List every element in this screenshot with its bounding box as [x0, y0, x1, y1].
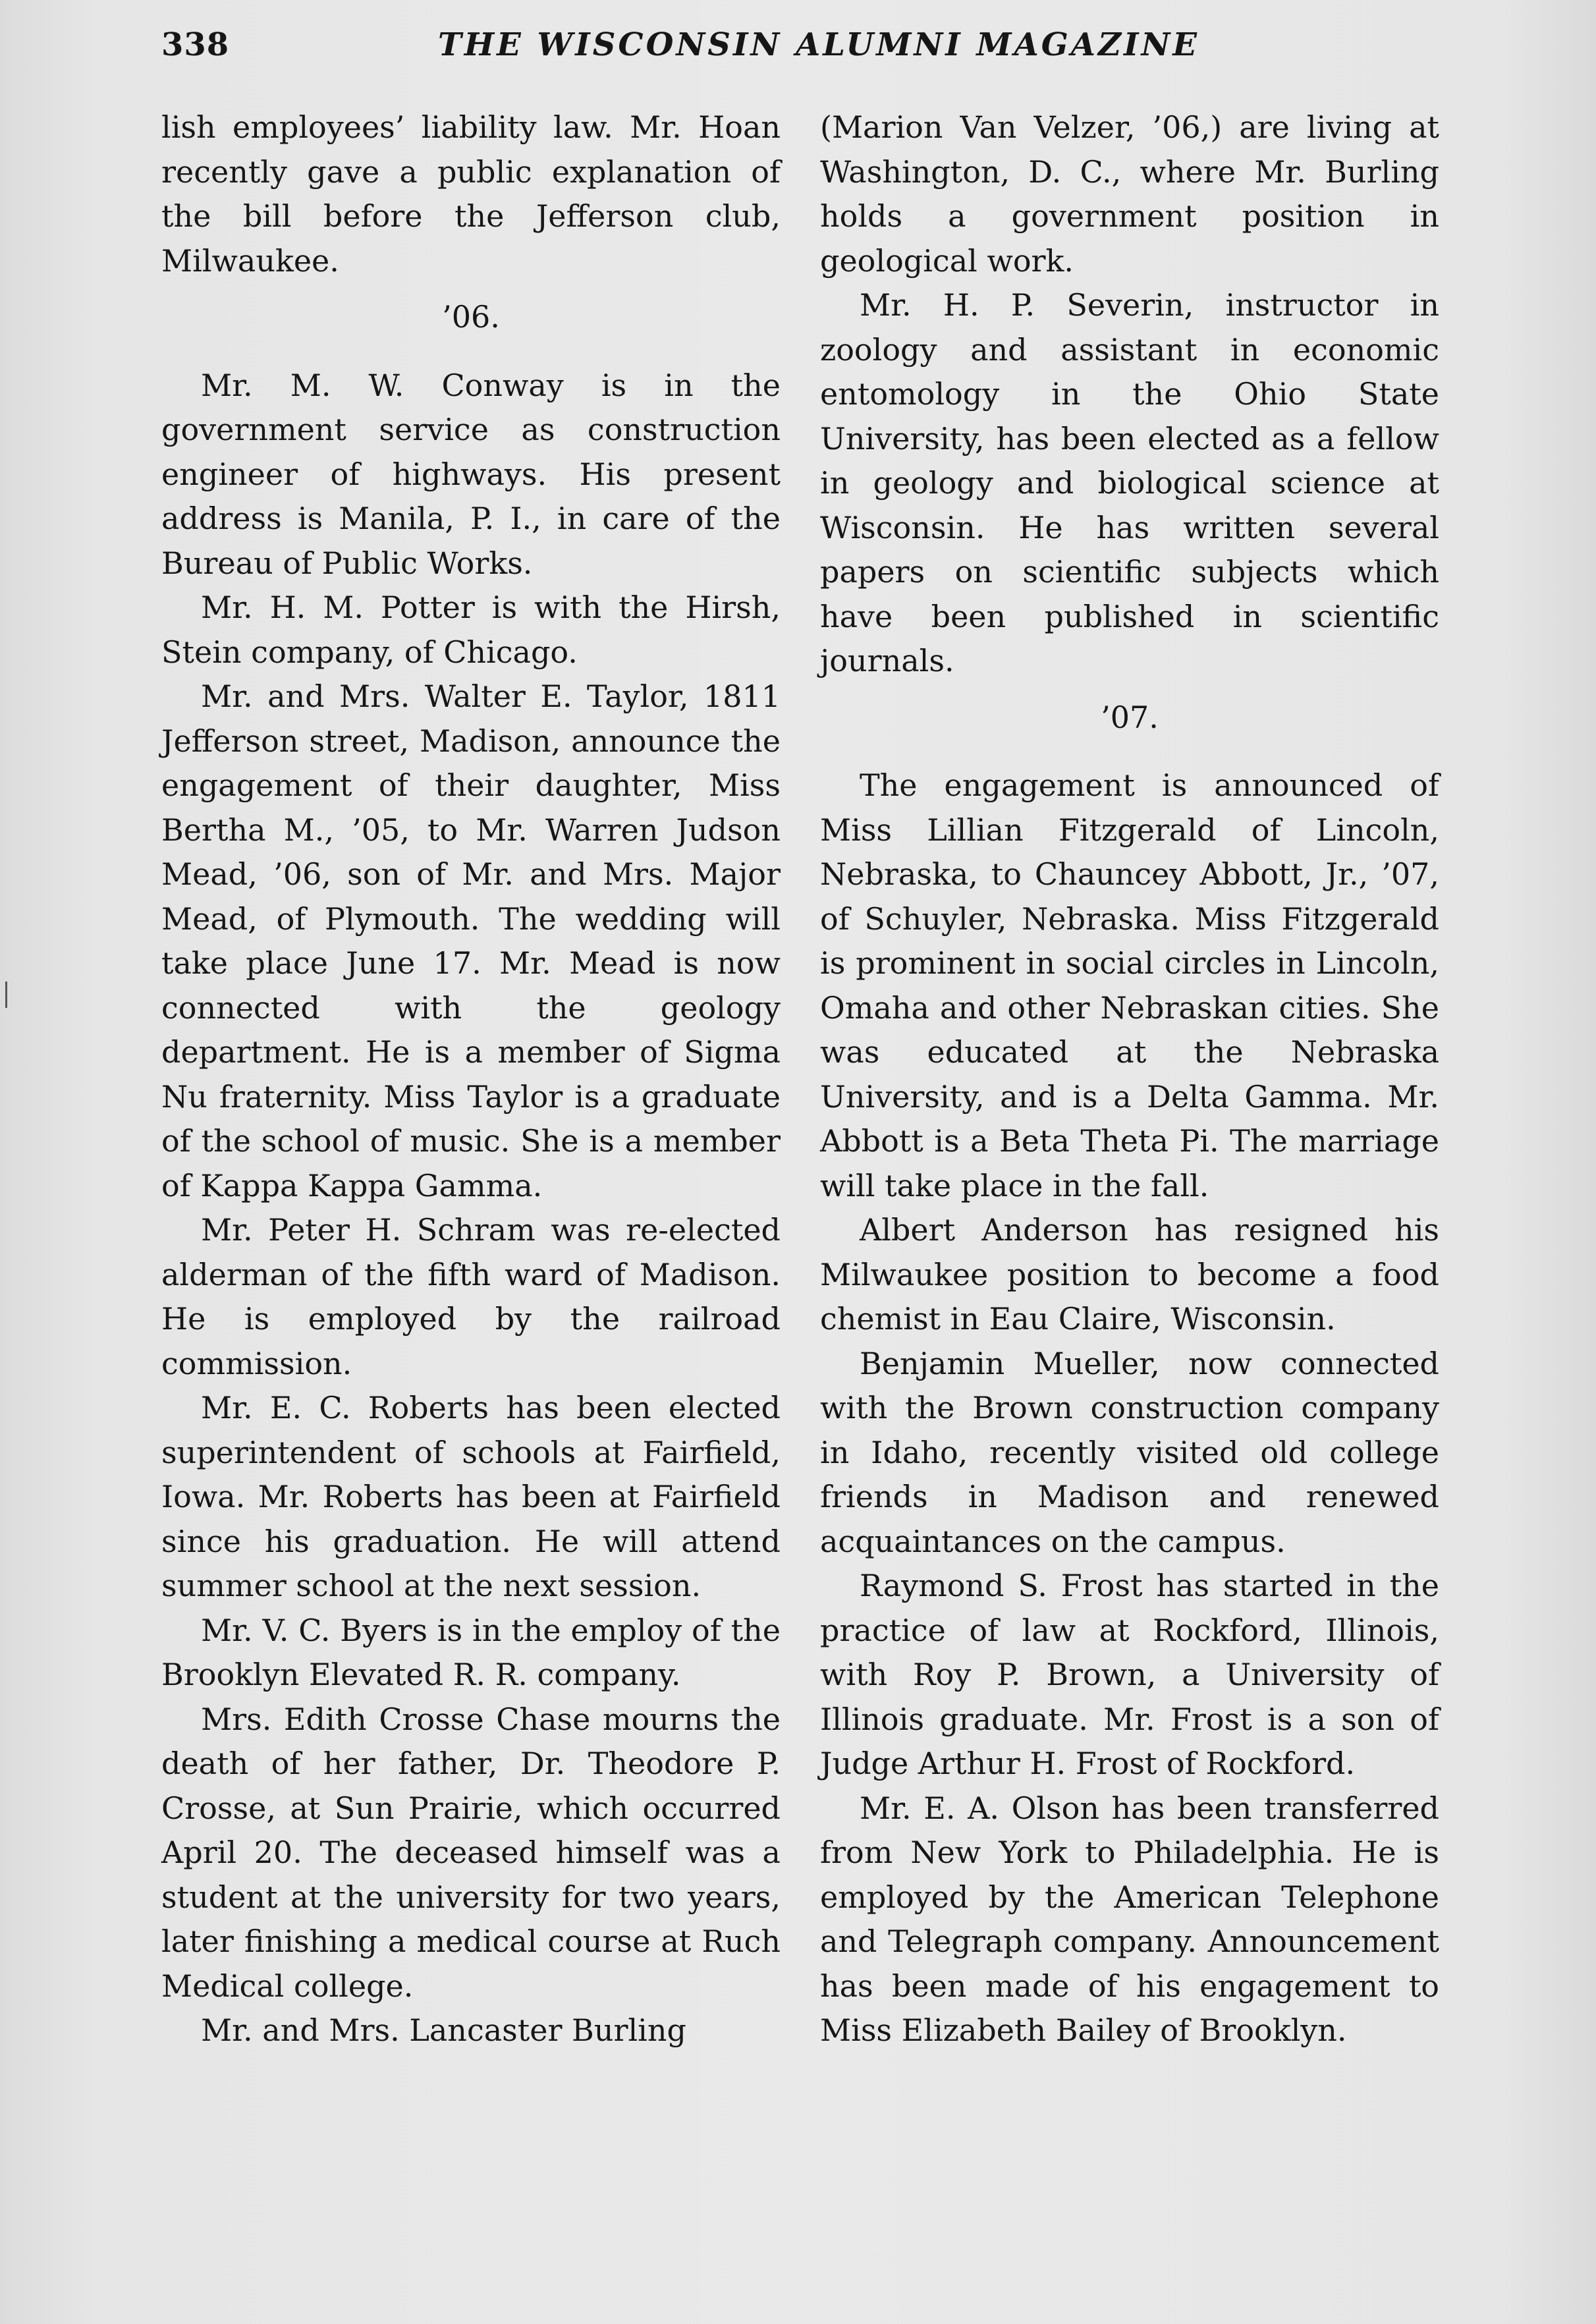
article-paragraph: Mr. H. P. Severin, instructor in zoology and assistant in economic entomology in the Ohio State University, has been elected as a fellow in geology and biological science at Wisconsin. He has written several papers on scientific subjects which have been published in scientific journals.	[820, 287, 1439, 678]
class-year-heading-07: ’07.	[1101, 699, 1159, 735]
article-paragraph: Mr. V. C. Byers is in the employ of the Brooklyn Elevated R. R. company.	[161, 1612, 781, 1692]
article-paragraph: The engagement is announced of Miss Lillian Fitzgerald of Lincoln, Nebraska, to Chauncey Abbott, Jr., ’07, of Schuyler, Nebraska. Miss Fitzgerald is prominent in social circles in Lincoln, Omaha and other Nebraskan cities. She was educated at the Nebraska University, and is a Delta Gamma. Mr. Abbott is a Beta Theta Pi. The marriage will take place in the fall.	[820, 767, 1439, 1204]
scan-artifact	[5, 982, 7, 1008]
running-title: THE WISCONSIN ALUMNI MAGAZINE	[438, 26, 1199, 63]
class-year-heading-06: ’06.	[442, 299, 500, 335]
article-paragraph: Albert Anderson has resigned his Milwaukee position to become a food chemist in Eau Claire, Wisconsin.	[820, 1212, 1439, 1337]
article-paragraph: Mr. and Mrs. Lancaster Burling	[201, 2012, 686, 2048]
article-paragraph: (Marion Van Velzer, ’06,) are living at Washington, D. C., where Mr. Burling holds a government position in geological work.	[820, 109, 1439, 279]
article-paragraph: Mr. Peter H. Schram was re-elected alderman of the fifth ward of Madison. He is employed by the railroad commission.	[161, 1212, 781, 1381]
article-paragraph: Mr. M. W. Conway is in the government service as construction engineer of highways. His present address is Manila, P. I., in care of the Bureau of Public Works.	[161, 367, 781, 581]
article-paragraph: Benjamin Mueller, now connected with the Brown construction company in Idaho, recently visited old college friends in Madison and renewed acquaintances on the campus.	[820, 1345, 1439, 1559]
article-paragraph: Mr. E. C. Roberts has been elected superintendent of schools at Fairfield, Iowa. Mr. Roberts has been at Fairfield since his graduation. He will attend summer school at the next session.	[161, 1390, 781, 1603]
right-column	[820, 105, 1439, 2053]
article-paragraph: Mr. H. M. Potter is with the Hirsh, Stein company, of Chicago.	[161, 590, 781, 670]
page-header	[161, 26, 1446, 72]
page-number: 338	[161, 26, 230, 63]
article-paragraph: Mr. E. A. Olson has been transferred from New York to Philadelphia. He is employed by the American Telephone and Telegraph company. Announcement has been made of his engagement to Miss Elizabeth Bailey of Brooklyn.	[820, 1790, 1439, 2048]
article-paragraph: Mrs. Edith Crosse Chase mourns the death of her father, Dr. Theodore P. Crosse, at Sun Prairie, which occurred April 20. The deceased himself was a student at the university for two years, later finishing a medical course at Ruch Medical college.	[161, 1701, 781, 2004]
article-paragraph: Mr. and Mrs. Walter E. Taylor, 1811 Jefferson street, Madison, announce the engagement of their daughter, Miss Bertha M., ’05, to Mr. Warren Judson Mead, ’06, son of Mr. and Mrs. Major Mead, of Plymouth. The wedding will take place June 17. Mr. Mead is now connected with the geology department. He is a member of Sigma Nu fraternity. Miss Taylor is a graduate of the school of music. She is a member of Kappa Kappa Gamma.	[161, 678, 781, 1204]
article-paragraph: lish employees’ liability law. Mr. Hoan recently gave a public explanation of the bill before the Jefferson club, Milwaukee.	[161, 109, 781, 279]
left-column	[161, 105, 781, 2053]
article-paragraph: Raymond S. Frost has started in the practice of law at Rockford, Illinois, with Roy P. Brown, a University of Illinois graduate. Mr. Frost is a son of Judge Arthur H. Frost of Rockford.	[820, 1568, 1439, 1781]
